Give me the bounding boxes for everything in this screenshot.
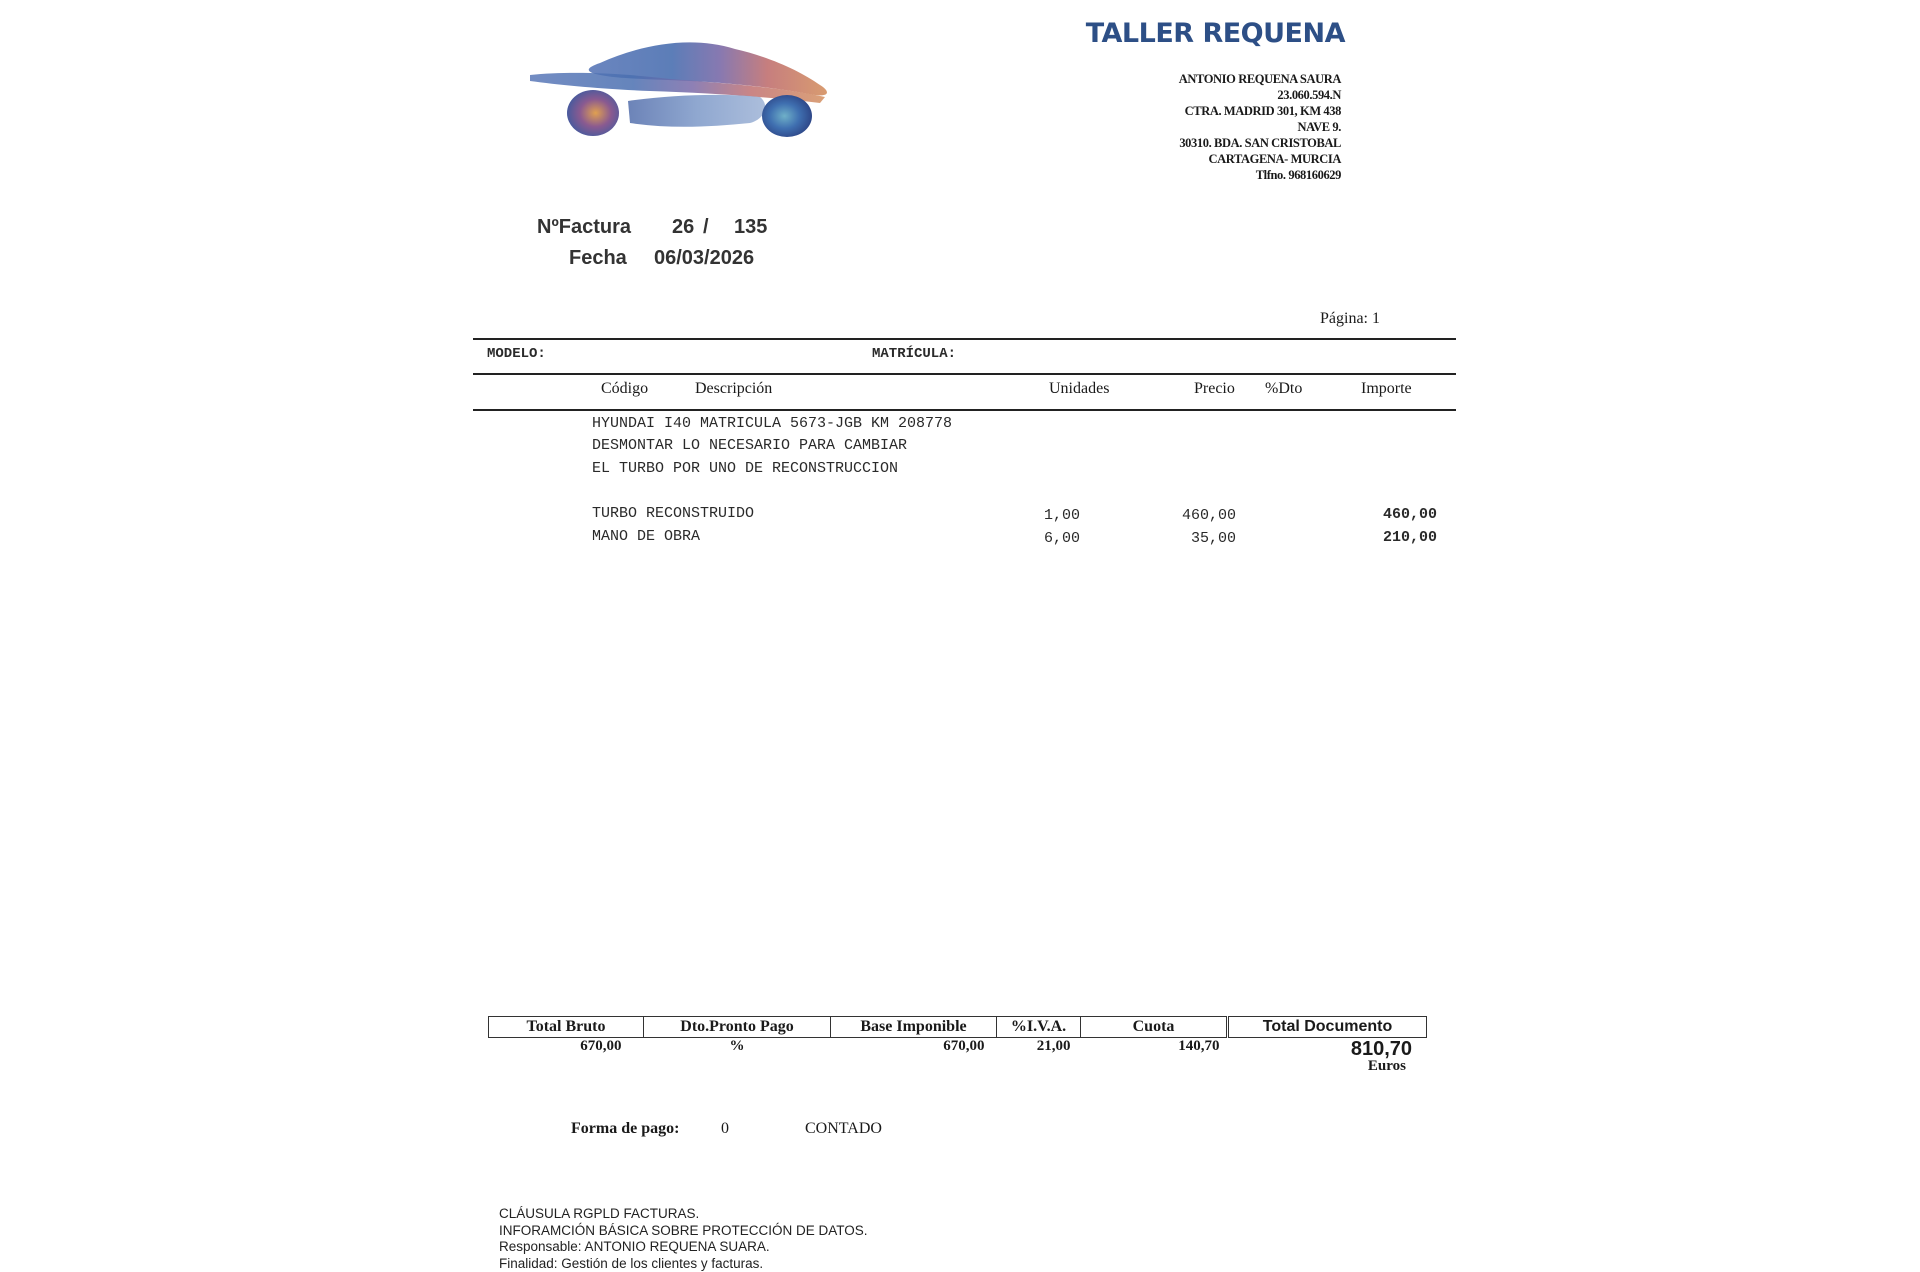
column-header-descripcion: Descripción [695,380,772,398]
invoice-number: 135 [734,216,767,239]
totals-header-row [489,1017,1427,1038]
base-imponible-value: 670,00 [831,1038,997,1059]
column-header-importe: Importe [1361,380,1412,398]
line-item-amount: 460,00 [1327,506,1437,523]
divider [473,338,1456,340]
divider [473,409,1456,411]
company-info-line: 23.060.594.N [1060,87,1341,103]
invoice-date: 06/03/2026 [654,247,754,270]
column-header-precio: Precio [1194,380,1235,398]
line-item-description: MANO DE OBRA [592,528,700,545]
description-line: HYUNDAI I40 MATRICULA 5673-JGB KM 208778 [592,415,952,432]
company-info-line: NAVE 9. [1060,119,1341,135]
column-header-dto: %Dto [1265,380,1302,398]
line-item-units: 6,00 [970,530,1080,547]
dto-pronto-pago-value: % [644,1038,831,1059]
car-logo-icon [530,35,860,155]
column-header-codigo: Código [601,380,648,398]
matricula-label: MATRÍCULA: [872,346,956,362]
invoice-date-label: Fecha [569,247,627,270]
total-bruto-header: Total Bruto [489,1017,644,1038]
company-name: TALLER REQUENA [1080,18,1345,49]
company-info-line: CTRA. MADRID 301, KM 438 [1060,103,1341,119]
clause-line: Responsable: ANTONIO REQUENA SUARA. [499,1239,1199,1256]
line-item-price: 460,00 [1126,507,1236,524]
line-item-amount: 210,00 [1327,529,1437,546]
modelo-label: MODELO: [487,346,546,362]
currency-label: Euros [1340,1058,1406,1075]
invoice-series: 26 [672,216,694,239]
base-imponible-header: Base Imponible [831,1017,997,1038]
invoice-number-label: NºFactura [537,216,631,239]
iva-value: 21,00 [997,1038,1081,1059]
line-item-price: 35,00 [1126,530,1236,547]
payment-code: 0 [721,1120,729,1138]
totals-table [488,1016,1427,1058]
clause-line: INFORAMCIÓN BÁSICA SOBRE PROTECCIÓN DE DATOS. [499,1223,1199,1240]
payment-method: CONTADO [805,1120,882,1138]
dto-pronto-pago-header: Dto.Pronto Pago [644,1017,831,1038]
cuota-header: Cuota [1081,1017,1228,1038]
page-number: Página: 1 [1320,310,1380,328]
total-documento-header: Total Documento [1228,1017,1427,1038]
column-header-unidades: Unidades [1049,380,1109,398]
description-line: DESMONTAR LO NECESARIO PARA CAMBIAR [592,437,907,454]
total-bruto-value: 670,00 [489,1038,644,1059]
invoice-separator: / [703,216,709,239]
clause-line: Finalidad: Gestión de los clientes y facturas. [499,1256,1199,1272]
line-item-description: TURBO RECONSTRUIDO [592,505,754,522]
company-info-line: Tlfno. 968160629 [1060,167,1341,183]
company-info-line: ANTONIO REQUENA SAURA [1060,71,1341,87]
clause-line: CLÁUSULA RGPLD FACTURAS. [499,1206,1199,1223]
payment-label: Forma de pago: [571,1120,679,1138]
totals-value-row [489,1038,1427,1059]
line-item-units: 1,00 [970,507,1080,524]
company-info [1060,71,1341,183]
iva-header: %I.V.A. [997,1017,1081,1038]
description-line: EL TURBO POR UNO DE RECONSTRUCCION [592,460,898,477]
total-documento-value: 810,70 [1300,1038,1412,1061]
cuota-value: 140,70 [1081,1038,1228,1059]
company-info-line: 30310. BDA. SAN CRISTOBAL [1060,135,1341,151]
company-info-line: CARTAGENA- MURCIA [1060,151,1341,167]
divider [473,373,1456,375]
data-protection-clause [499,1206,1199,1272]
